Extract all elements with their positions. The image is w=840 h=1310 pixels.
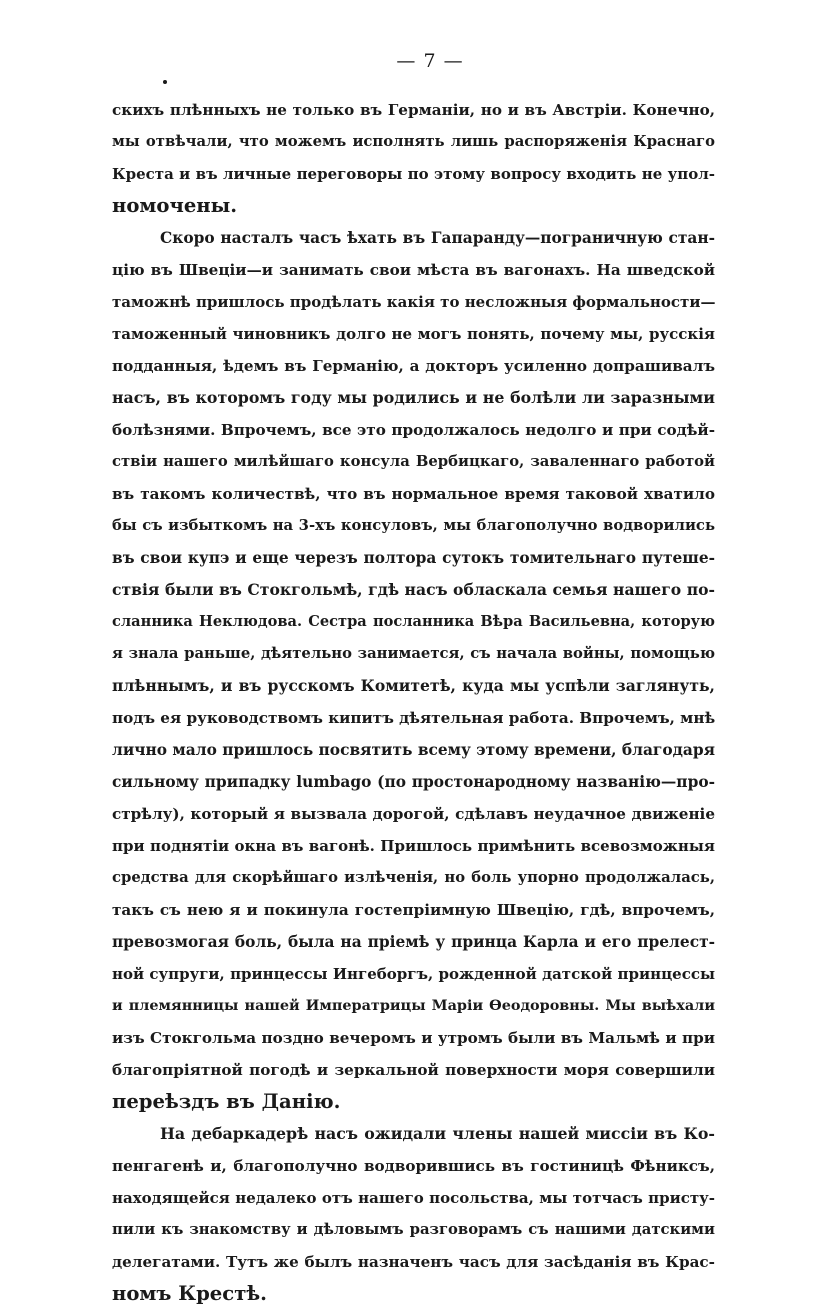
text-line: находящейся недалеко отъ нашего посольства, мы тотчасъ присту- [112,1189,715,1207]
text-line: бы съ избыткомъ на 3-хъ консуловъ, мы благополучно водворились [112,517,715,534]
text-line: номъ Крестѣ. [112,1282,267,1305]
text-line: и племянницы нашей Императрицы Маріи Ѳеодоровны. Мы выѣхали [112,997,715,1014]
text-line: подданныя, ѣдемъ въ Германію, а докторъ усиленно допрашивалъ [112,357,715,375]
text-line: средства для скорѣйшаго излѣченія, но боль упорно продолжалась, [112,869,715,886]
text-line: я знала раньше, дѣятельно занимается, съ начала войны, помощью [112,645,715,662]
text-line: Креста и въ личные переговоры по этому вопросу входить не упол- [112,165,715,183]
text-line: плѣннымъ, и въ русскомъ Комитетѣ, куда мы успѣли заглянуть, [112,676,715,695]
text-line: при поднятіи окна въ вагонѣ. Пришлось примѣнить всевозможныя [112,837,715,855]
text-line: пенгагенѣ и, благополучно водворившись въ гостиницѣ Фѣниксъ, [112,1157,715,1175]
text-line: болѣзнями. Впрочемъ, все это продолжалось недолго и при содѣй- [112,421,715,439]
text-line: въ такомъ количествѣ, что въ нормальное время таковой хватило [112,485,715,503]
text-line: ствіи нашего милѣйшаго консула Вербицкаго, заваленнаго работой [112,453,715,470]
text-line: стрѣлу), который я вызвала дорогой, сдѣлавъ неудачное движеніе [112,805,715,823]
text-line: благопріятной погодѣ и зеркальной поверхности моря совершили [112,1061,715,1079]
text-line: превозмогая боль, была на пріемѣ у принца Карла и его прелест- [112,933,715,951]
text-line: таможнѣ пришлось продѣлать какія то несложныя формальности— [112,293,716,311]
body-text [112,94,715,1310]
text-line: номочены. [112,194,238,217]
text-line: таможенный чиновникъ долго не могъ понять, почему мы, русскія [112,325,715,343]
text-line: такъ съ нею я и покинула гостепріимную Швецію, гдѣ, впрочемъ, [112,901,715,919]
text-line: цію въ Швеціи—и занимать свои мѣста въ вагонахъ. На шведской [112,261,715,279]
text-line: лично мало пришлось посвятить всему этому времени, благодаря [112,741,715,759]
text-line: сильному припадку lumbago (по простонародному названію—про- [112,773,715,791]
text-line: Скоро насталъ часъ ѣхать въ Гапаранду—пограничную стан- [160,229,715,247]
text-line: делегатами. Тутъ же былъ назначенъ часъ для засѣданія въ Крас- [112,1253,715,1271]
text-line: ной супруги, принцессы Ингеборгъ, рожденной датской принцессы [112,965,715,983]
text-line: подъ ея руководствомъ кипитъ дѣятельная работа. Впрочемъ, мнѣ [112,709,716,727]
text-line: пили къ знакомству и дѣловымъ разговорамъ съ нашими датскими [112,1221,715,1238]
text-line: изъ Стокгольма поздно вечеромъ и утромъ были въ Мальмѣ и при [112,1029,715,1047]
text-line: насъ, въ которомъ году мы родились и не болѣли ли заразными [112,388,715,407]
text-line: сланника Неклюдова. Сестра посланника Вѣра Васильевна, которую [112,613,715,630]
text-line: мы отвѣчали, что можемъ исполнять лишь распоряженія Краснаго [112,133,715,150]
text-line: въ свои купэ и еще черезъ полтора сутокъ томительнаго путеше- [112,549,715,567]
text-line: скихъ плѣнныхъ не только въ Германіи, но и въ Австріи. Конечно, [112,101,715,119]
print-speck [163,80,167,84]
text-line: ствія были въ Стокгольмѣ, гдѣ насъ обласкала семья нашего по- [112,580,715,599]
text-line: На дебаркадерѣ насъ ожидали члены нашей миссіи въ Ко- [160,1124,715,1143]
page-number: — 7 — [396,50,464,72]
text-line: переѣздъ въ Данію. [112,1090,341,1113]
